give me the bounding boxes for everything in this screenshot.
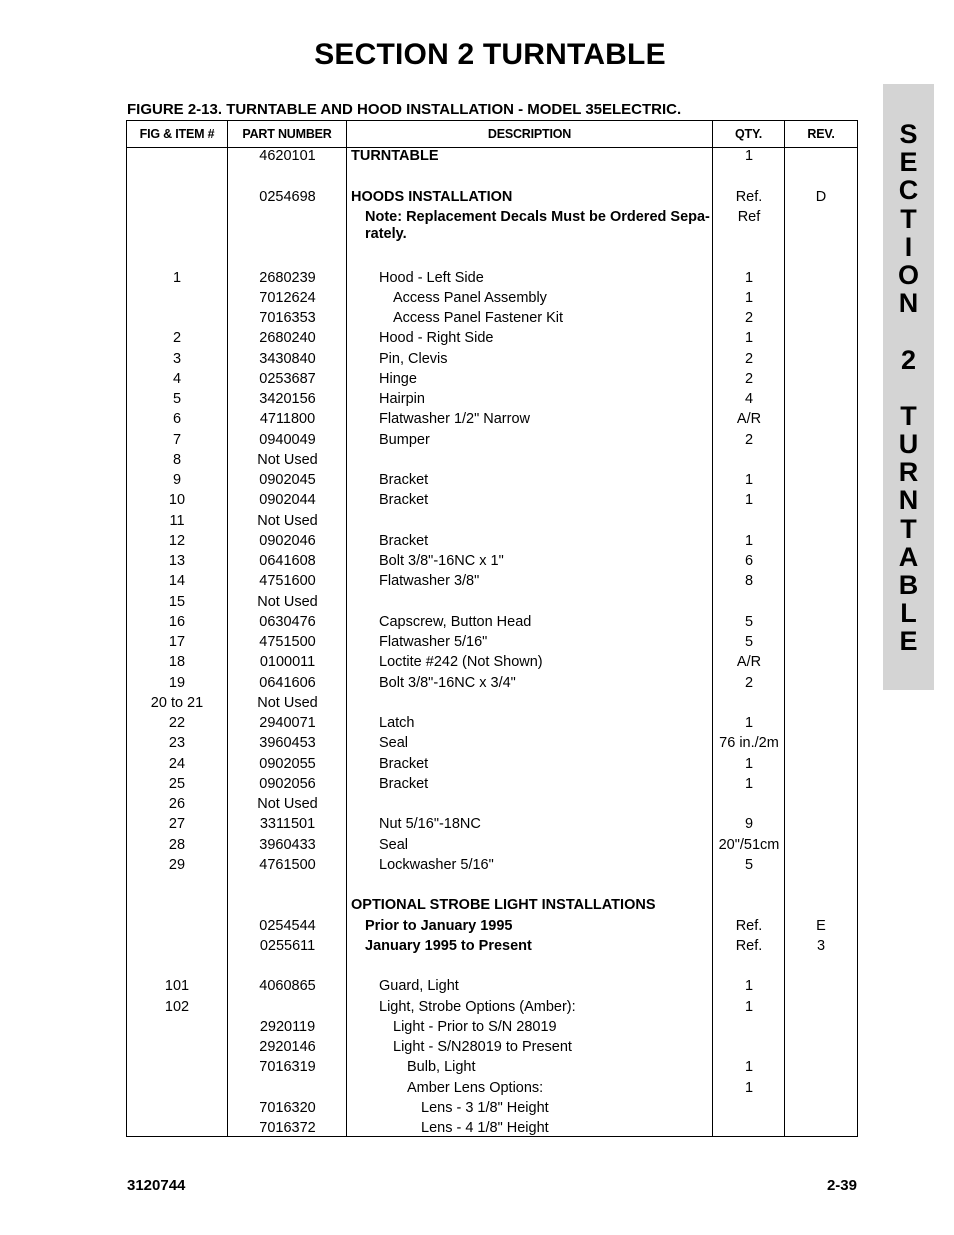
qty-cell: 2 — [744, 431, 754, 448]
part-number-cell: 3430840 — [259, 350, 316, 367]
qty-cell: 8 — [744, 573, 754, 590]
side-tab-letter: B — [898, 570, 919, 600]
part-number-cell: 4620101 — [259, 148, 316, 164]
table-row — [127, 1059, 857, 1079]
part-number-cell: 0902044 — [259, 492, 316, 509]
table-row — [127, 1080, 857, 1100]
table-row — [127, 168, 857, 188]
part-number-cell: 0641608 — [259, 553, 316, 569]
side-tab-letter: U — [898, 429, 919, 460]
description-cell: Prior to January 1995 — [365, 917, 513, 934]
part-number-cell: 4711800 — [259, 411, 316, 428]
part-number-cell: 0940049 — [259, 431, 316, 448]
fig-item-cell: 15 — [168, 593, 186, 610]
table-row — [127, 877, 857, 897]
section-side-tab — [883, 84, 934, 690]
description-cell: Capscrew, Button Head — [379, 613, 532, 630]
description-cell: Flatwasher 1/2" Narrow — [379, 411, 531, 428]
table-row — [127, 796, 857, 816]
fig-item-cell: 2 — [172, 330, 182, 347]
qty-cell: 1 — [744, 998, 754, 1015]
side-tab-letter: O — [897, 259, 919, 290]
qty-cell: 1 — [744, 269, 754, 286]
table-row — [127, 857, 857, 877]
description-cell: OPTIONAL STROBE LIGHT INSTALLATIONS — [351, 897, 656, 914]
table-row — [127, 999, 857, 1019]
table-row — [127, 695, 857, 715]
qty-cell: 5 — [744, 634, 754, 650]
figure-caption: FIGURE 2-13. TURNTABLE AND HOOD INSTALLATION - MODEL 35ELECTRIC. — [127, 101, 682, 118]
table-row — [127, 654, 857, 674]
qty-cell: 5 — [744, 856, 754, 873]
fig-item-cell: 16 — [168, 613, 186, 630]
table-row — [127, 634, 857, 654]
part-number-cell: 2920119 — [259, 1018, 316, 1035]
description-cell: Loctite #242 (Not Shown) — [379, 654, 543, 671]
qty-cell: A/R — [736, 411, 762, 428]
fig-item-cell: 18 — [168, 654, 186, 671]
qty-cell: 2 — [744, 350, 754, 367]
description-cell: TURNTABLE — [351, 148, 439, 164]
description-cell: Access Panel Fastener Kit — [393, 310, 564, 326]
part-number-cell: 3960453 — [259, 735, 316, 752]
part-number-cell: Not Used — [257, 512, 318, 529]
table-row — [127, 472, 857, 492]
table-row — [127, 290, 857, 310]
footer-page-number: 2-39 — [826, 1177, 857, 1194]
description-cell: Guard, Light — [379, 978, 459, 995]
fig-item-cell: 101 — [164, 978, 190, 995]
description-cell: Flatwasher 5/16" — [379, 634, 488, 650]
table-row — [127, 351, 857, 371]
qty-cell: 20"/51cm — [718, 836, 780, 853]
qty-cell: 1 — [744, 472, 754, 488]
description-cell: Bolt 3/8"-16NC x 3/4" — [379, 674, 516, 691]
fig-item-cell: 3 — [172, 350, 182, 367]
part-number-cell: 2920146 — [259, 1039, 316, 1055]
fig-item-cell: 1 — [172, 269, 182, 286]
part-number-cell: 7016372 — [259, 1120, 316, 1136]
fig-item-cell: 19 — [168, 674, 186, 691]
description-cell: Light - S/N28019 to Present — [393, 1039, 572, 1055]
fig-item-cell: 11 — [169, 512, 185, 529]
table-row — [127, 614, 857, 634]
qty-cell: 5 — [744, 613, 754, 630]
header-qty: QTY. — [735, 127, 762, 141]
table-row — [127, 553, 857, 573]
qty-cell: 6 — [744, 553, 754, 569]
description-cell: Light - Prior to S/N 28019 — [393, 1018, 557, 1035]
description-cell: Flatwasher 3/8" — [379, 573, 480, 590]
part-number-cell: Not Used — [257, 593, 318, 610]
description-cell: Bumper — [379, 431, 430, 448]
part-number-cell: 0902046 — [259, 532, 316, 549]
fig-item-cell: 6 — [172, 411, 182, 428]
description-cell: Bracket — [379, 472, 429, 488]
table-row — [127, 452, 857, 472]
part-number-cell: 0902056 — [259, 775, 316, 792]
qty-cell: 1 — [744, 715, 754, 731]
rev-cell: D — [815, 188, 827, 205]
part-number-cell: 0254698 — [259, 188, 316, 205]
part-number-cell: 4761500 — [259, 856, 316, 873]
part-number-cell: 7012624 — [259, 289, 316, 306]
description-cell: Lockwasher 5/16" — [379, 856, 494, 873]
qty-cell: 2 — [744, 674, 754, 691]
qty-cell: 1 — [744, 1059, 754, 1076]
table-row — [127, 249, 857, 269]
qty-cell: Ref. — [735, 937, 763, 954]
description-cell: Bulb, Light — [407, 1059, 476, 1076]
table-row — [127, 735, 857, 755]
part-number-cell: 4751600 — [259, 573, 316, 590]
description-cell: Lens - 4 1/8" Height — [421, 1120, 549, 1136]
description-cell: Light, Strobe Options (Amber): — [379, 998, 576, 1015]
description-cell: Bracket — [379, 755, 429, 772]
side-tab-letter: T — [900, 400, 917, 431]
table-row — [127, 958, 857, 978]
table-row — [127, 573, 857, 593]
qty-cell: 1 — [744, 492, 754, 509]
part-number-cell: 2680239 — [259, 269, 316, 286]
description-cell: Hairpin — [379, 391, 425, 407]
qty-cell: 1 — [744, 289, 754, 306]
description-cell: Seal — [379, 836, 409, 853]
qty-cell: 1 — [744, 978, 754, 995]
description-cell: Hood - Right Side — [379, 330, 494, 347]
page-title: SECTION 2 TURNTABLE — [314, 38, 666, 71]
part-number-cell: 0253687 — [259, 370, 316, 387]
description-cell: Bracket — [379, 532, 429, 549]
table-row — [127, 594, 857, 614]
part-number-cell: 7016319 — [259, 1059, 316, 1076]
part-number-cell: 0902045 — [259, 472, 316, 488]
table-row — [127, 715, 857, 735]
side-tab-letter: L — [900, 598, 917, 629]
description-cell: Amber Lens Options: — [407, 1079, 544, 1096]
table-row — [127, 533, 857, 553]
fig-item-cell: 8 — [172, 451, 182, 468]
side-tab-letter: A — [898, 541, 919, 572]
part-number-cell: 0630476 — [259, 613, 316, 630]
fig-item-cell: 5 — [172, 391, 182, 407]
side-tab-letter: I — [904, 231, 913, 262]
table-row — [127, 776, 857, 796]
description-cell: HOODS INSTALLATION — [351, 188, 513, 205]
fig-item-cell: 4 — [172, 370, 182, 387]
qty-cell: 1 — [744, 532, 754, 549]
fig-item-cell: 27 — [168, 816, 186, 833]
table-row — [127, 148, 857, 168]
qty-cell: 1 — [744, 775, 754, 792]
qty-cell: Ref. — [735, 188, 763, 205]
table-row — [127, 938, 857, 958]
header-rev: REV. — [807, 127, 835, 141]
table-row — [127, 310, 857, 330]
fig-item-cell: 102 — [164, 998, 190, 1015]
table-row — [127, 432, 857, 452]
fig-item-cell: 26 — [168, 796, 186, 812]
description-cell: January 1995 to Present — [365, 937, 532, 954]
description-cell: Pin, Clevis — [379, 350, 448, 367]
qty-cell: 1 — [744, 755, 754, 772]
table-row — [127, 1100, 857, 1120]
fig-item-cell: 17 — [168, 634, 186, 650]
part-number-cell: 3420156 — [259, 391, 316, 407]
description-cell: Bracket — [379, 492, 429, 509]
table-row — [127, 411, 857, 431]
fig-item-cell: 14 — [168, 573, 186, 590]
part-number-cell: 0254544 — [259, 917, 316, 934]
description-cell: Seal — [379, 735, 409, 752]
table-row — [127, 918, 857, 938]
table-body — [127, 148, 857, 1140]
part-number-cell: 4751500 — [259, 634, 316, 650]
fig-item-cell: 28 — [168, 836, 186, 853]
part-number-cell: 0641606 — [259, 674, 316, 691]
qty-cell: 1 — [744, 148, 754, 164]
table-row — [127, 675, 857, 695]
table-row — [127, 371, 857, 391]
part-number-cell: 3960433 — [259, 836, 316, 853]
table-row — [127, 330, 857, 350]
qty-cell: 9 — [744, 816, 754, 833]
part-number-cell: 0902055 — [259, 755, 316, 772]
fig-item-cell: 9 — [172, 472, 182, 488]
side-tab-letter: S — [899, 119, 918, 149]
table-row — [127, 816, 857, 836]
description-cell: Bolt 3/8"-16NC x 1" — [379, 553, 504, 569]
side-tab-letter: E — [899, 626, 918, 657]
part-number-cell: 7016353 — [259, 310, 316, 326]
table-row — [127, 209, 857, 250]
description-cell: Nut 5/16"-18NC — [379, 816, 481, 833]
side-tab-letter: R — [898, 457, 919, 488]
description-cell: Access Panel Assembly — [393, 289, 547, 306]
side-tab-letter: T — [900, 203, 917, 234]
part-number-cell: 4060865 — [259, 978, 316, 995]
table-row — [127, 978, 857, 998]
description-cell: Latch — [379, 715, 415, 731]
qty-cell: 2 — [744, 310, 754, 326]
qty-cell: 1 — [744, 1079, 754, 1096]
side-tab-letter: N — [898, 288, 919, 319]
fig-item-cell: 10 — [168, 492, 186, 509]
side-tab-letter: N — [898, 485, 919, 516]
fig-item-cell: 13 — [168, 553, 186, 569]
fig-item-cell: 24 — [168, 755, 186, 772]
side-tab-letter: C — [898, 175, 919, 206]
qty-cell: Ref — [737, 208, 761, 225]
table-row — [127, 270, 857, 290]
part-number-cell: 7016320 — [259, 1099, 316, 1116]
fig-item-cell: 20 to 21 — [150, 694, 204, 711]
description-cell: Note: Replacement Decals Must be Ordered Sepa-rately. — [365, 208, 710, 242]
fig-item-cell: 23 — [168, 735, 186, 752]
parts-table — [126, 120, 858, 1137]
side-tab-letter: 2 — [900, 344, 917, 375]
description-cell: Hood - Left Side — [379, 269, 484, 286]
fig-item-cell: 25 — [168, 775, 186, 792]
part-number-cell: 0255611 — [259, 937, 316, 954]
table-row — [127, 492, 857, 512]
table-row — [127, 756, 857, 776]
fig-item-cell: 12 — [168, 532, 186, 549]
table-row — [127, 391, 857, 411]
part-number-cell: 2940071 — [259, 715, 316, 731]
fig-item-cell: 29 — [168, 856, 186, 873]
table-row — [127, 513, 857, 533]
qty-cell: 4 — [744, 391, 754, 407]
fig-item-cell: 22 — [168, 715, 186, 731]
side-tab-letters — [883, 120, 934, 656]
part-number-cell: Not Used — [257, 451, 318, 468]
part-number-cell: 3311501 — [259, 816, 316, 833]
part-number-cell: 0100011 — [259, 654, 316, 671]
table-row — [127, 1019, 857, 1039]
side-tab-letter: E — [899, 147, 918, 178]
footer-document-number: 3120744 — [127, 1177, 186, 1194]
qty-cell: 76 in./2m — [719, 735, 779, 752]
fig-item-cell: 7 — [172, 431, 182, 448]
table-row — [127, 189, 857, 209]
table-row — [127, 1039, 857, 1059]
table-row — [127, 897, 857, 917]
table-row — [127, 837, 857, 857]
rev-cell: E — [816, 917, 826, 934]
description-cell: Bracket — [379, 775, 429, 792]
qty-cell: 2 — [744, 370, 754, 387]
qty-cell: A/R — [736, 654, 762, 671]
header-part-number: PART NUMBER — [242, 127, 332, 141]
header-fig-item: FIG & ITEM # — [139, 127, 215, 141]
rev-cell: 3 — [816, 937, 826, 954]
side-tab-letter: T — [900, 513, 917, 544]
header-description: DESCRIPTION — [487, 127, 572, 141]
table-row — [127, 1120, 857, 1140]
description-cell: Lens - 3 1/8" Height — [421, 1099, 549, 1116]
qty-cell: 1 — [744, 330, 754, 347]
description-cell: Hinge — [379, 370, 417, 387]
part-number-cell: 2680240 — [259, 330, 316, 347]
part-number-cell: Not Used — [257, 796, 318, 812]
qty-cell: Ref. — [735, 917, 763, 934]
part-number-cell: Not Used — [257, 694, 318, 711]
